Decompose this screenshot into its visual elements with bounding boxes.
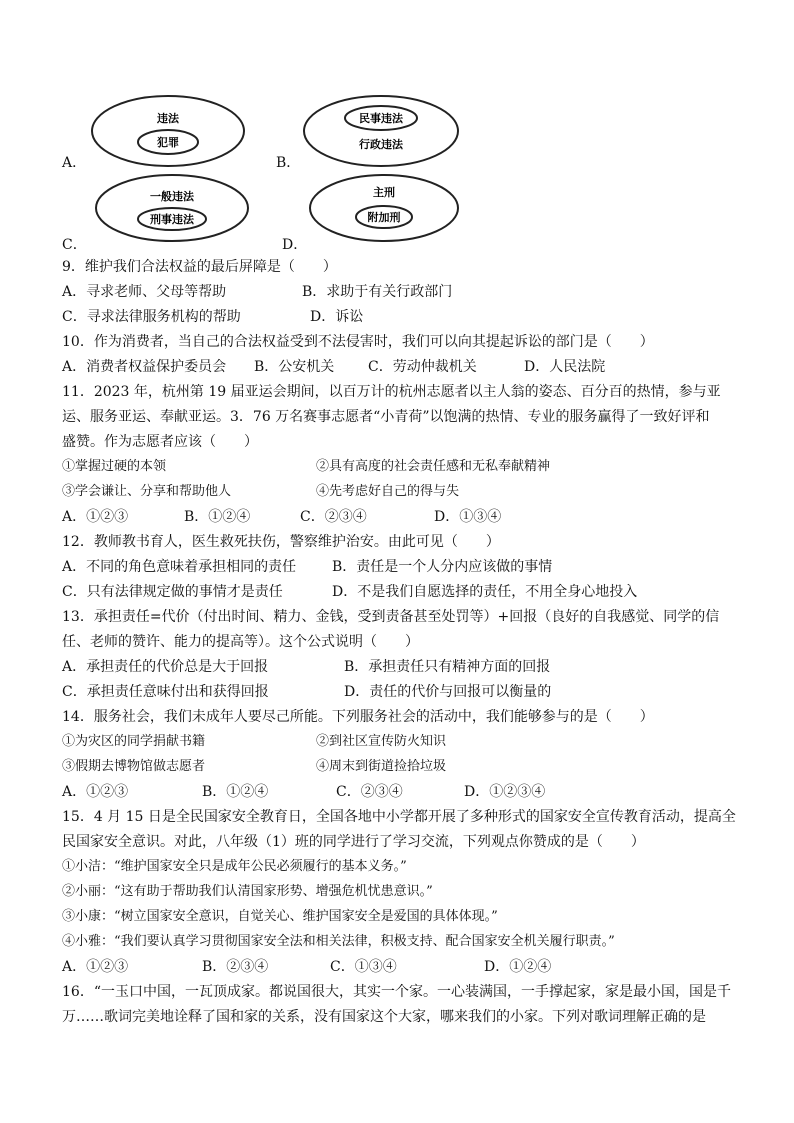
- q15-option-d: D．①②④: [484, 959, 552, 975]
- q13-option-d: D．责任的代价与回报可以衡量的: [344, 684, 552, 700]
- q9-option-a: A．寻求老师、父母等帮助: [62, 284, 227, 300]
- diagram-a-outer-label: 违法: [157, 112, 179, 125]
- diagram-c-outer-label: 一般违法: [150, 190, 194, 203]
- q15-line1: 15．4 月 15 日是全民国家安全教育日，全国各地中小学都开展了多种形式的国家安全宣传教育活动，提高全: [62, 809, 736, 825]
- q14-option-d: D．①②③④: [464, 784, 546, 800]
- q11-statement-4: ④先考虑好自己的得与失: [316, 484, 460, 499]
- q11-option-b: B．①②④: [184, 509, 251, 525]
- q14-option-b: B．①②④: [202, 784, 269, 800]
- q12-option-d: D．不是我们自愿选择的责任，不用全身心地投入: [332, 584, 638, 600]
- q13-line1: 13．承担责任=代价（付出时间、精力、金钱，受到责备甚至处罚等）+回报（良好的自我感觉、同学的信: [62, 609, 720, 625]
- q13-line2: 任、老师的赞许、能力的提高等）。这个公式说明（ ）: [62, 634, 419, 650]
- q10-stem: 10．作为消费者，当自己的合法权益受到不法侵害时，我们可以向其提起诉讼的部门是（ ）: [62, 334, 654, 350]
- q15-option-a: A．①②③: [62, 959, 129, 975]
- q13-option-c: C．承担责任意味付出和获得回报: [62, 684, 269, 700]
- q14-option-c: C．②③④: [336, 784, 403, 800]
- diagram-c-inner-label: 刑事违法: [150, 213, 194, 226]
- q11-option-c: C．②③④: [300, 509, 367, 525]
- option-c-letter: C．: [62, 237, 87, 253]
- q15-statement-4: ④小雅：“我们要认真学习贯彻国家安全法和相关法律，积极支持、配合国家安全机关履行职责。”: [62, 934, 615, 949]
- diagram-c: [92, 172, 252, 244]
- q13-option-a: A．承担责任的代价总是大于回报: [62, 659, 269, 675]
- diagram-d-inner-label: 附加刑: [367, 211, 401, 224]
- q16-line1: 16．“一玉口中国，一瓦顶成家。都说国很大，其实一个家。一心装满国，一手撑起家，家是最小国，国是千: [62, 984, 731, 1000]
- q9-stem: 9．维护我们合法权益的最后屏障是（ ）: [62, 259, 337, 275]
- q15-option-c: C．①③④: [330, 959, 397, 975]
- option-b-letter: B．: [276, 155, 301, 171]
- diagram-b-outer-label: 民事违法: [359, 112, 403, 125]
- q11-statement-1: ①掌握过硬的本领: [62, 459, 167, 474]
- diagram-b-inner-label: 行政违法: [359, 138, 403, 151]
- q11-option-d: D．①③④: [434, 509, 502, 525]
- q15-line2: 民国家安全意识。对此，八年级（1）班的同学进行了学习交流，下列观点你赞成的是（ ）: [62, 834, 645, 850]
- q11-line2: 运、服务亚运、奉献亚运。3．76 万名赛事志愿者“小青荷”以饱满的热情、专业的服务赢得了一致好评和: [62, 409, 710, 425]
- q9-option-d: D．诉讼: [310, 309, 364, 325]
- diagram-d-outer-label: 主刑: [373, 186, 395, 199]
- q11-line1: 11．2023 年，杭州第 19 届亚运会期间，以百万计的杭州志愿者以主人翁的姿态、百分百的热情，参与亚: [62, 384, 721, 400]
- option-a-letter: A．: [62, 155, 87, 171]
- q9-option-b: B．求助于有关行政部门: [302, 284, 453, 300]
- diagram-a-inner-label: 犯罪: [157, 136, 179, 149]
- q14-statement-1: ①为灾区的同学捐献书籍: [62, 734, 206, 749]
- q15-statement-1: ①小洁：“维护国家安全只是成年公民必须履行的基本义务。”: [62, 859, 407, 874]
- q15-statement-2: ②小丽：“这有助于帮助我们认清国家形势、增强危机忧患意识。”: [62, 884, 433, 899]
- option-d-letter: D．: [282, 237, 308, 253]
- diagram-b: [300, 92, 462, 170]
- q12-option-c: C．只有法律规定做的事情才是责任: [62, 584, 283, 600]
- q11-option-a: A．①②③: [62, 509, 129, 525]
- q10-option-a: A．消费者权益保护委员会: [62, 359, 227, 375]
- q14-statement-4: ④周末到街道捡拾垃圾: [316, 759, 447, 774]
- q14-statement-2: ②到社区宣传防火知识: [316, 734, 447, 749]
- q12-stem: 12．教师教书育人，医生救死扶伤，警察维护治安。由此可见（ ）: [62, 534, 500, 550]
- q15-option-b: B．②③④: [202, 959, 269, 975]
- q10-option-b: B．公安机关: [254, 359, 335, 375]
- diagram-a: [88, 92, 248, 170]
- q13-option-b: B．承担责任只有精神方面的回报: [344, 659, 551, 675]
- q15-statement-3: ③小康：“树立国家安全意识，自觉关心、维护国家安全是爱国的具体体现。”: [62, 909, 498, 924]
- diagram-d: [306, 172, 462, 244]
- q14-stem: 14．服务社会，我们未成年人要尽己所能。下列服务社会的活动中，我们能够参与的是（ ）: [62, 709, 654, 725]
- q14-statement-3: ③假期去博物馆做志愿者: [62, 759, 206, 774]
- q12-option-a: A．不同的角色意味着承担相同的责任: [62, 559, 297, 575]
- q9-option-c: C．寻求法律服务机构的帮助: [62, 309, 241, 325]
- q11-line3: 盛赞。作为志愿者应该（ ）: [62, 434, 258, 450]
- q16-line2: 万……歌词完美地诠释了国和家的关系，没有国家这个大家，哪来我们的小家。下列对歌词理解正确的是: [62, 1009, 706, 1025]
- q14-option-a: A．①②③: [62, 784, 129, 800]
- q12-option-b: B．责任是一个人分内应该做的事情: [332, 559, 553, 575]
- q11-statement-2: ②具有高度的社会责任感和无私奉献精神: [316, 459, 551, 474]
- q11-statement-3: ③学会谦让、分享和帮助他人: [62, 484, 232, 499]
- q10-option-c: C．劳动仲裁机关: [368, 359, 477, 375]
- q10-option-d: D．人民法院: [524, 359, 606, 375]
